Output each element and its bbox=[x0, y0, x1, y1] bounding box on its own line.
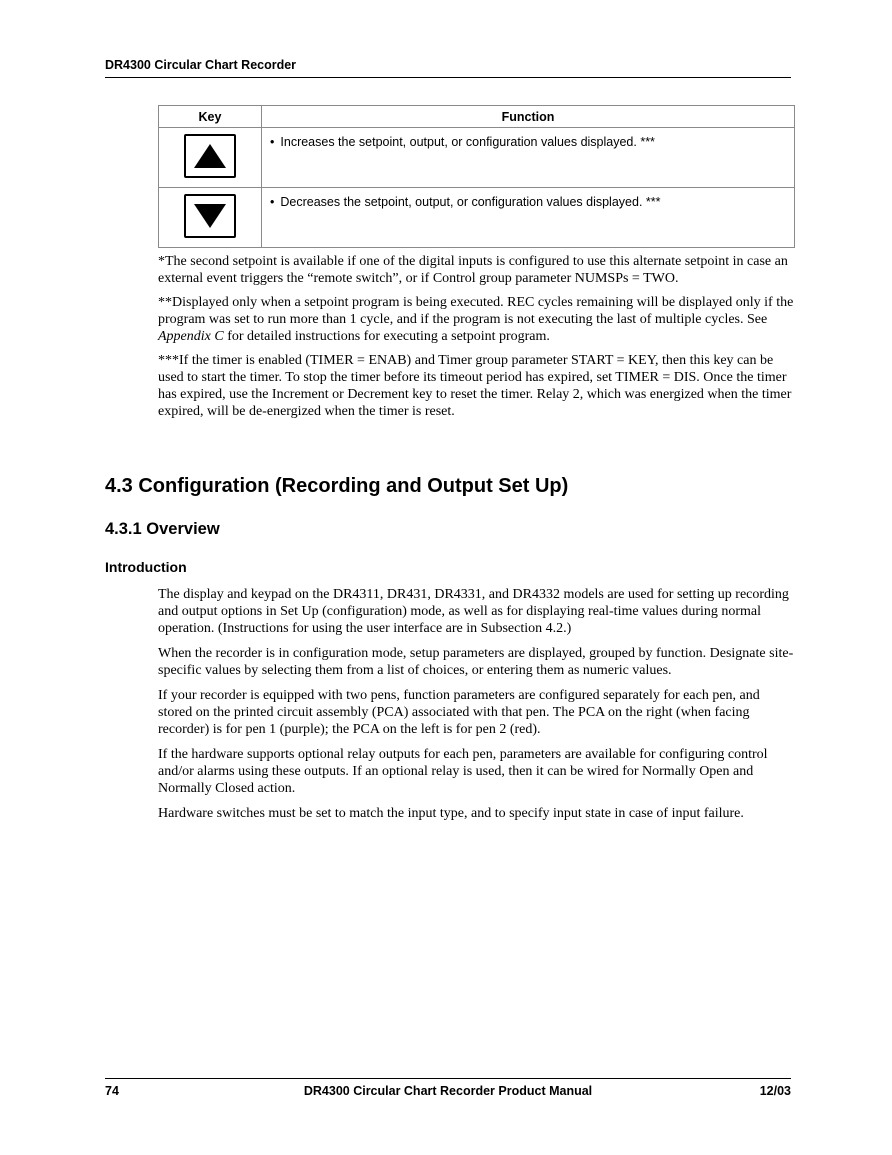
key-function-table bbox=[158, 105, 795, 248]
up-arrow-key-icon bbox=[184, 134, 236, 178]
footer-date: 12/03 bbox=[759, 1084, 791, 1098]
page-footer bbox=[105, 1084, 791, 1100]
note-text: **Displayed only when a setpoint program is being executed. REC cycles remaining will be displayed only if the program was set to run more than 1 cycle, and if the program is not executing the last of multiple cycles. See bbox=[158, 295, 794, 327]
column-header-function: Function bbox=[262, 106, 795, 128]
running-header: DR4300 Circular Chart Recorder bbox=[105, 58, 297, 72]
function-cell bbox=[262, 128, 795, 188]
down-arrow-key-icon bbox=[184, 194, 236, 238]
page-number: 74 bbox=[105, 1084, 119, 1098]
table-row bbox=[159, 188, 795, 248]
appendix-reference: Appendix C bbox=[158, 329, 224, 344]
function-description: Increases the setpoint, output, or configuration values displayed. *** bbox=[280, 135, 655, 149]
column-header-key: Key bbox=[159, 106, 262, 128]
footer-rule bbox=[105, 1078, 791, 1079]
key-cell bbox=[159, 128, 262, 188]
function-description: Decreases the setpoint, output, or configuration values displayed. *** bbox=[280, 195, 661, 209]
note-text: for detailed instructions for executing a setpoint program. bbox=[223, 329, 550, 344]
note-triple-asterisk: ***If the timer is enabled (TIMER = ENAB) and Timer group parameter START = KEY, then this key can be used to start the timer. To stop the timer before its timeout period has expired, set TIMER = DIS. Once the timer has expired, use the Increment or Decrement key to reset the timer. Relay 2, which was energized when the timer expired, will be de-energized when the timer is reset. bbox=[158, 353, 792, 419]
body-text bbox=[158, 586, 794, 830]
note-double-asterisk bbox=[158, 294, 794, 345]
note-single-asterisk: *The second setpoint is available if one of the digital inputs is configured to use this alternate setpoint in case an external event triggers the “remote switch”, or if Control group parameter NUMSPs = TWO. bbox=[158, 254, 788, 286]
paragraph: If the hardware supports optional relay outputs for each pen, parameters are available for configuring control and/or alarms using these outputs. If an optional relay is used, then it can be wired for Normally Open and Normally Closed action. bbox=[158, 747, 768, 796]
function-cell bbox=[262, 188, 795, 248]
introduction-heading: Introduction bbox=[105, 559, 187, 575]
paragraph: The display and keypad on the DR4311, DR431, DR4331, and DR4332 models are used for setting up recording and output options in Set Up (configuration) mode, as well as for displaying real-time values during normal operation. (Instructions for using the user interface are in Subsection 4.2.) bbox=[158, 587, 789, 636]
header-rule bbox=[105, 77, 791, 78]
paragraph: If your recorder is equipped with two pens, function parameters are configured separately for each pen, and stored on the printed circuit assembly (PCA) associated with that pen. The PCA on the right (when facing recorder) is for pen 1 (purple); the PCA on the left is for pen 2 (red). bbox=[158, 688, 760, 737]
footer-title: DR4300 Circular Chart Recorder Product Manual bbox=[303, 1084, 593, 1098]
subsection-heading: 4.3.1 Overview bbox=[105, 520, 220, 538]
bullet: • bbox=[270, 135, 275, 149]
key-cell bbox=[159, 188, 262, 248]
paragraph: When the recorder is in configuration mode, setup parameters are displayed, grouped by function. Designate site-specific values by selecting them from a list of choices, or entering them as numeric values. bbox=[158, 646, 794, 678]
section-heading: 4.3 Configuration (Recording and Output Set Up) bbox=[105, 475, 569, 497]
table-header-row bbox=[159, 106, 795, 128]
table-notes bbox=[158, 253, 794, 427]
bullet: • bbox=[270, 195, 275, 209]
paragraph: Hardware switches must be set to match the input type, and to specify input state in case of input failure. bbox=[158, 806, 744, 821]
table-row bbox=[159, 128, 795, 188]
